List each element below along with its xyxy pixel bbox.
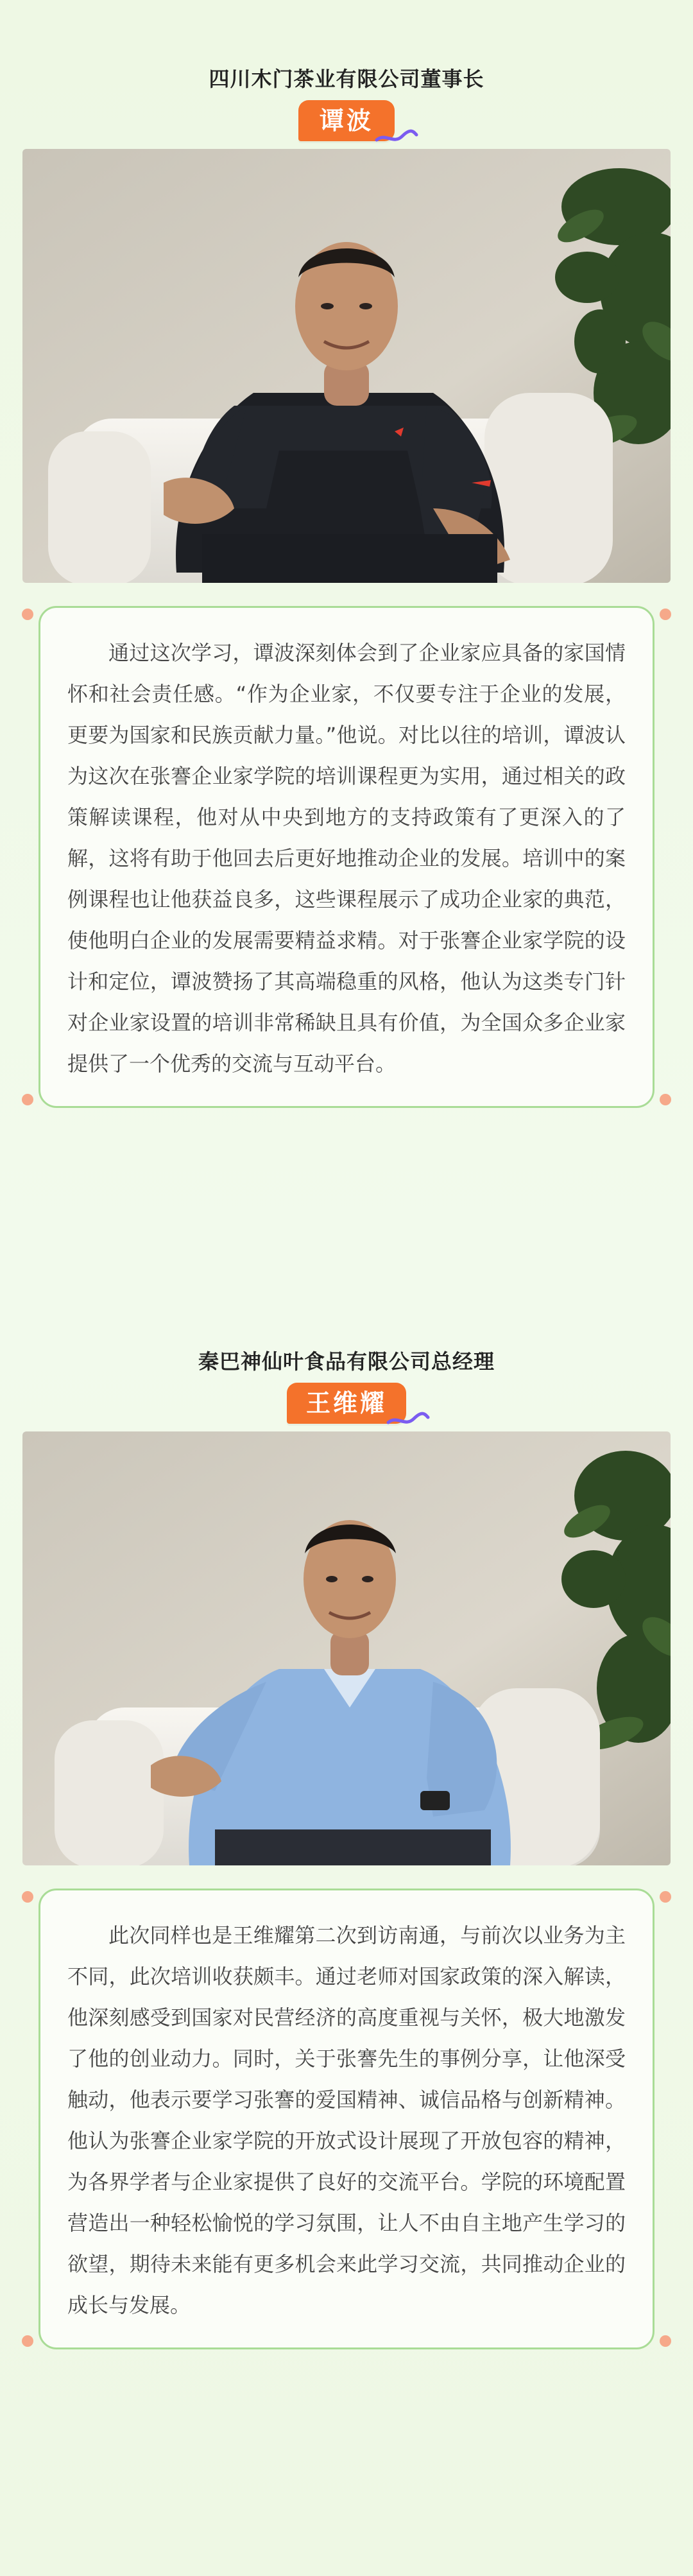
corner-dot-icon <box>22 609 33 620</box>
profile-paragraph: 此次同样也是王维耀第二次到访南通，与前次以业务为主不同，此次培训收获颇丰。通过老师对国家政策的深入解读，他深刻感受到国家对民营经济的高度重视与关怀，极大地激发了他的创业动力。同时，关于张謇先生的事例分享，让他深受触动，他表示要学习张謇的爱国精神、诚信品格与创新精神。他认为张謇企业家学院的开放式设计展现了开放包容的精神，为各界学者与企业家提供了良好的交流平台。学院的环境配置营造出一种轻松愉悦的学习氛围，让人不由自主地产生学习的欲望，期待未来能有更多机会来此学习交流，共同推动企业的成长与发展。 <box>67 1923 626 2317</box>
quote-card <box>38 1889 654 2349</box>
profile-paragraph: 通过这次学习，谭波深刻体会到了企业家应具备的家国情怀和社会责任感。“作为企业家，不仅要专注于企业的发展，更要为国家和民族贡献力量。”他说。对比以往的培训，谭波认为这次在张謇企业家学院的培训课程更为实用，通过相关的政策解读课程，他对从中央到地方的支持政策有了更深入的了解，这将有助于他回去后更好地推动企业的发展。培训中的案例课程也让他获益良多，这些课程展示了成功企业家的典范，使他明白企业的发展需要精益求精。对于张謇企业家学院的设计和定位，谭波赞扬了其高端稳重的风格，他认为这类专门针对企业家设置的培训非常稀缺且具有价值，为全国众多企业家提供了一个优秀的交流与互动平台。 <box>67 641 626 1076</box>
portrait-photo <box>22 149 671 583</box>
corner-dot-icon <box>660 2335 671 2347</box>
name-tag-wrap <box>0 1376 693 1430</box>
corner-dot-icon <box>660 1891 671 1903</box>
quote-card <box>38 606 654 1108</box>
photo-illustration <box>22 1431 671 1865</box>
company-title: 四川木门茶业有限公司董事长 <box>209 67 484 91</box>
corner-dot-icon <box>22 2335 33 2347</box>
corner-dot-icon <box>22 1094 33 1105</box>
corner-dot-icon <box>660 1094 671 1105</box>
profile-section-1 <box>0 64 693 1108</box>
photo-illustration <box>22 149 671 583</box>
text-card-wrap <box>0 1889 693 2349</box>
name-tag <box>287 1383 406 1424</box>
corner-dot-icon <box>22 1891 33 1903</box>
text-card-wrap <box>0 606 693 1108</box>
company-title: 秦巴神仙叶食品有限公司总经理 <box>198 1349 495 1374</box>
portrait-photo <box>22 1431 671 1865</box>
name-tag-wrap <box>0 94 693 148</box>
swoosh-decoration-icon <box>386 1410 431 1429</box>
swoosh-decoration-icon <box>374 127 419 146</box>
name-tag <box>298 100 395 141</box>
profile-section-2 <box>0 1347 693 2349</box>
person-name: 谭波 <box>319 107 373 135</box>
person-name: 王维耀 <box>305 1389 387 1417</box>
corner-dot-icon <box>660 609 671 620</box>
